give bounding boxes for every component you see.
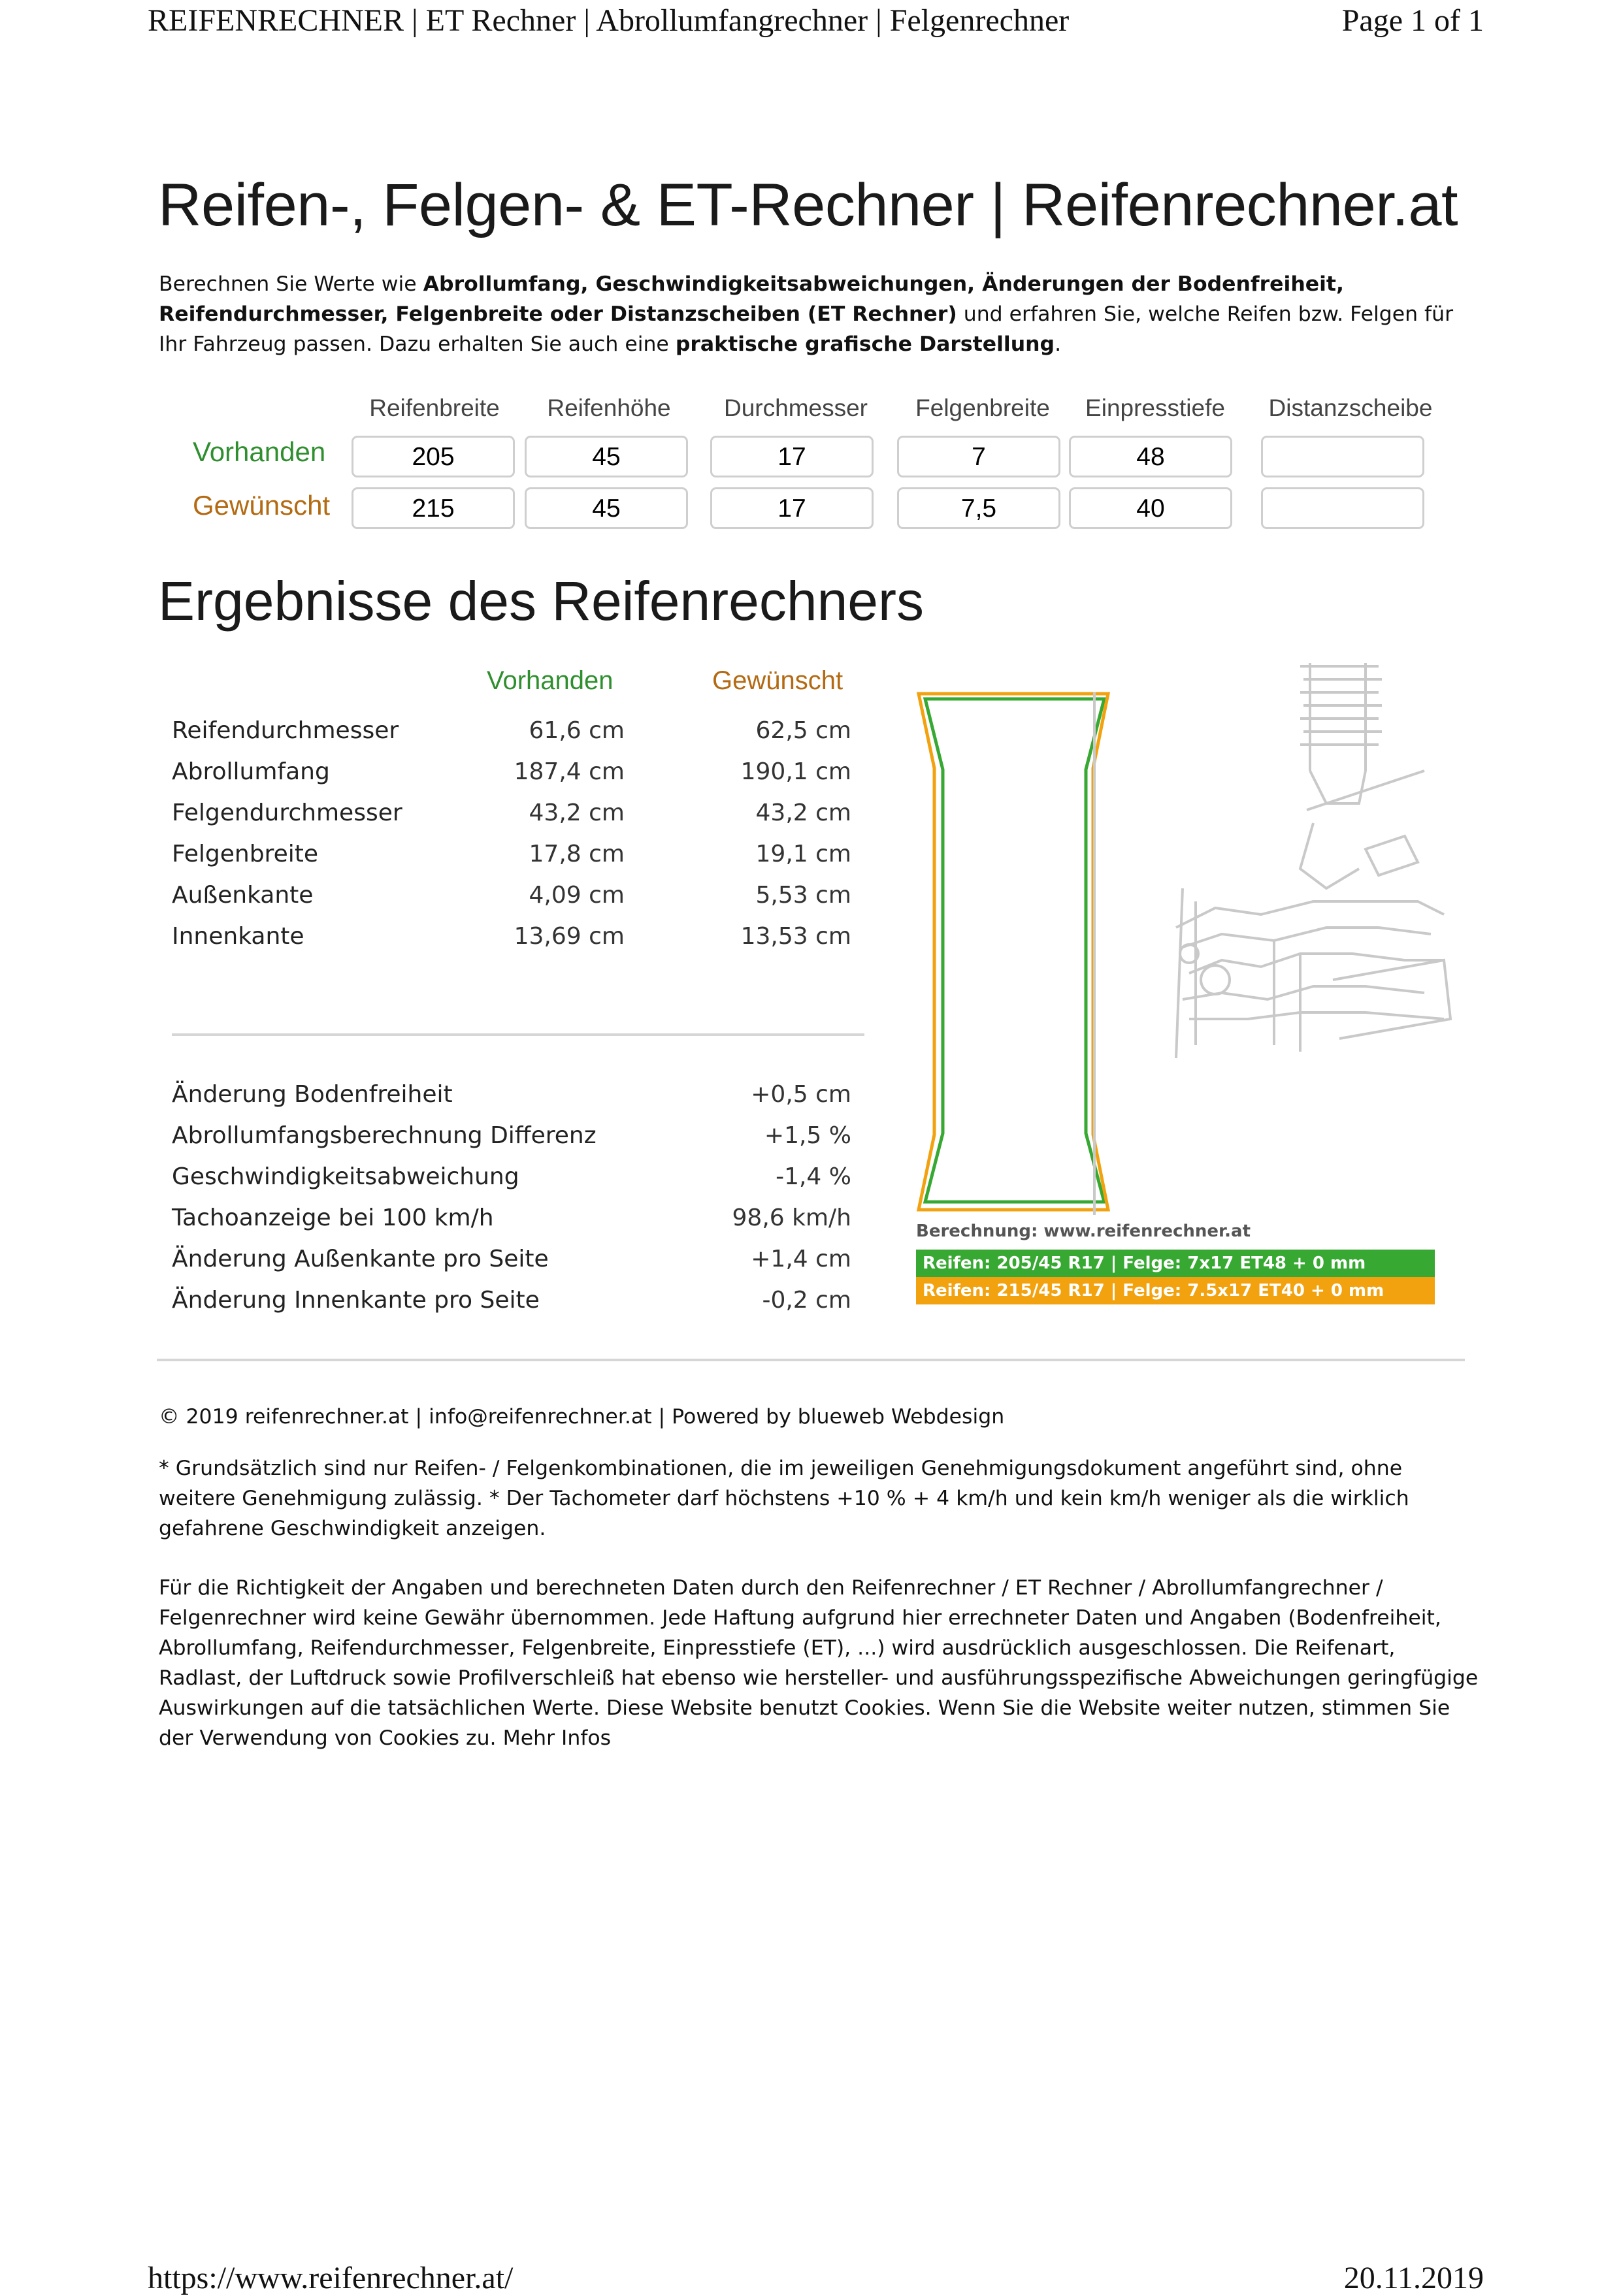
- difference-row-label: Änderung Außenkante pro Seite: [172, 1246, 549, 1272]
- difference-row-label: Änderung Innenkante pro Seite: [172, 1287, 540, 1314]
- input-gewuenscht-distanzscheibe[interactable]: [1261, 487, 1424, 529]
- input-gewuenscht-reifenbreite[interactable]: 215: [352, 487, 515, 529]
- results-header-gewuenscht: Gewünscht: [712, 666, 843, 695]
- tire-outline-current: [925, 699, 1104, 1202]
- difference-row-label: Tachoanzeige bei 100 km/h: [172, 1205, 494, 1231]
- col-header-einpresstiefe: Einpresstiefe: [1085, 395, 1225, 421]
- input-gewuenscht-durchmesser[interactable]: 17: [710, 487, 874, 529]
- results-row-value-vorhanden: 13,69 cm: [514, 923, 625, 950]
- wheel-comparison-graphic: [908, 653, 1457, 1313]
- suspension-sketch-icon: [1176, 663, 1450, 1058]
- results-row-value-vorhanden: 4,09 cm: [529, 882, 625, 909]
- row-label-vorhanden: Vorhanden: [193, 436, 326, 467]
- footer-divider: [157, 1359, 1465, 1361]
- intro-text-3: .: [1055, 332, 1062, 356]
- col-header-durchmesser: Durchmesser: [724, 395, 868, 421]
- col-header-reifenhoehe: Reifenhöhe: [547, 395, 671, 421]
- intro-bold-2: praktische grafische Darstellung: [675, 332, 1055, 356]
- results-row-value-gewuenscht: 43,2 cm: [755, 800, 851, 826]
- results-row-label: Felgendurchmesser: [172, 800, 402, 826]
- results-row-label: Felgenbreite: [172, 841, 318, 867]
- results-row-label: Abrollumfang: [172, 758, 330, 785]
- difference-row-value: -0,2 cm: [762, 1287, 851, 1314]
- difference-row-value: +1,5 %: [764, 1122, 851, 1149]
- legend-bar-desired: Reifen: 215/45 R17 | Felge: 7.5x17 ET40 + 0 mm: [916, 1277, 1435, 1304]
- graphic-caption: Berechnung: www.reifenrechner.at: [916, 1221, 1251, 1241]
- results-row-value-vorhanden: 187,4 cm: [514, 758, 625, 785]
- results-title: Ergebnisse des Reifenrechners: [158, 570, 924, 632]
- input-vorhanden-felgenbreite[interactable]: 7: [897, 436, 1060, 477]
- input-vorhanden-reifenbreite[interactable]: 205: [352, 436, 515, 477]
- intro-bold-1: Abrollumfang, Geschwindigkeitsabweichungen, Änderungen der Bodenfreiheit, Reifendurchmesser, Felgenbreite oder Distanzscheiben (ET Rechner): [159, 272, 1344, 326]
- col-header-reifenbreite: Reifenbreite: [369, 395, 500, 421]
- input-gewuenscht-reifenhoehe[interactable]: 45: [525, 487, 688, 529]
- difference-row-label: Geschwindigkeitsabweichung: [172, 1163, 519, 1190]
- results-row-value-gewuenscht: 13,53 cm: [740, 923, 851, 950]
- input-gewuenscht-einpresstiefe[interactable]: 40: [1069, 487, 1232, 529]
- page-title: Reifen-, Felgen- & ET-Rechner | Reifenrechner.at: [158, 172, 1458, 238]
- tire-outline-desired: [919, 694, 1108, 1210]
- intro-text-2: und erfahren Sie, welche Reifen bzw. Felgen für Ihr Fahrzeug passen. Dazu erhalten Sie auch eine: [159, 302, 1454, 356]
- results-row-value-gewuenscht: 19,1 cm: [755, 841, 851, 867]
- print-header-title: REIFENRECHNER | ET Rechner | Abrollumfangrechner | Felgenrechner: [148, 3, 1070, 38]
- input-gewuenscht-felgenbreite[interactable]: 7,5: [897, 487, 1060, 529]
- intro-text-1: Berechnen Sie Werte wie: [159, 272, 423, 296]
- difference-row-value: +1,4 cm: [751, 1246, 851, 1272]
- difference-row-label: Abrollumfangsberechnung Differenz: [172, 1122, 597, 1149]
- print-header-page: Page 1 of 1: [1341, 3, 1484, 38]
- results-row-value-gewuenscht: 62,5 cm: [755, 717, 851, 744]
- disclaimer-note-2: Für die Richtigkeit der Angaben und berechneten Daten durch den Reifenrechner / ET Rechner / Abrollumfangrechner / Felgenrechner wird keine Gewähr übernommen. Jede Haftung aufgrund hier errechneter Daten und Angaben (Bodenfreiheit, Abrollumfang, Reifendurchmesser, Felgenbreite, Einpresstiefe (ET), ...) wird ausdrücklich ausgeschlossen. Die Reifenart, Radlast, der Luftdruck sowie Profilverschleiß hat ebenso wie hersteller- und ausführungsspezifische Abweichungen geringfügige Auswirkungen auf die tatsächlichen Werte. Diese Website benutzt Cookies. Wenn Sie die Website weiter nutzen, stimmen Sie der Verwendung von Cookies zu. Mehr Infos: [159, 1576, 1479, 1750]
- results-row-value-gewuenscht: 190,1 cm: [740, 758, 851, 785]
- print-footer-date: 20.11.2019: [1343, 2261, 1484, 2295]
- col-header-felgenbreite: Felgenbreite: [915, 395, 1050, 421]
- intro-paragraph: [159, 269, 1479, 359]
- disclaimer-note-1: * Grundsätzlich sind nur Reifen- / Felgenkombinationen, die im jeweiligen Genehmigungsdokument angeführt sind, ohne weitere Genehmigung zulässig. * Der Tachometer darf höchstens +10 % + 4 km/h und kein km/h weniger als die wirklich gefahrene Geschwindigkeit anzeigen.: [159, 1457, 1409, 1540]
- results-row-label: Innenkante: [172, 923, 304, 950]
- difference-row-label: Änderung Bodenfreiheit: [172, 1081, 453, 1108]
- difference-row-value: -1,4 %: [776, 1163, 851, 1190]
- results-divider: [172, 1033, 864, 1036]
- input-vorhanden-durchmesser[interactable]: 17: [710, 436, 874, 477]
- input-vorhanden-einpresstiefe[interactable]: 48: [1069, 436, 1232, 477]
- difference-row-value: +0,5 cm: [751, 1081, 851, 1108]
- results-header-vorhanden: Vorhanden: [487, 666, 614, 695]
- results-row-value-vorhanden: 43,2 cm: [529, 800, 625, 826]
- col-header-distanzscheibe: Distanzscheibe: [1268, 395, 1433, 421]
- difference-row-value: 98,6 km/h: [732, 1205, 851, 1231]
- results-row-value-vorhanden: 61,6 cm: [529, 717, 625, 744]
- input-vorhanden-reifenhoehe[interactable]: 45: [525, 436, 688, 477]
- print-footer-url: https://www.reifenrechner.at/: [148, 2261, 514, 2295]
- results-row-label: Außenkante: [172, 882, 314, 909]
- results-row-label: Reifendurchmesser: [172, 717, 399, 744]
- results-row-value-gewuenscht: 5,53 cm: [755, 882, 851, 909]
- results-row-value-vorhanden: 17,8 cm: [529, 841, 625, 867]
- legend-bar-current: Reifen: 205/45 R17 | Felge: 7x17 ET48 + 0 mm: [916, 1250, 1435, 1277]
- copyright-line: © 2019 reifenrechner.at | info@reifenrechner.at | Powered by blueweb Webdesign: [159, 1405, 1005, 1429]
- row-label-gewuenscht: Gewünscht: [193, 490, 331, 521]
- input-vorhanden-distanzscheibe[interactable]: [1261, 436, 1424, 477]
